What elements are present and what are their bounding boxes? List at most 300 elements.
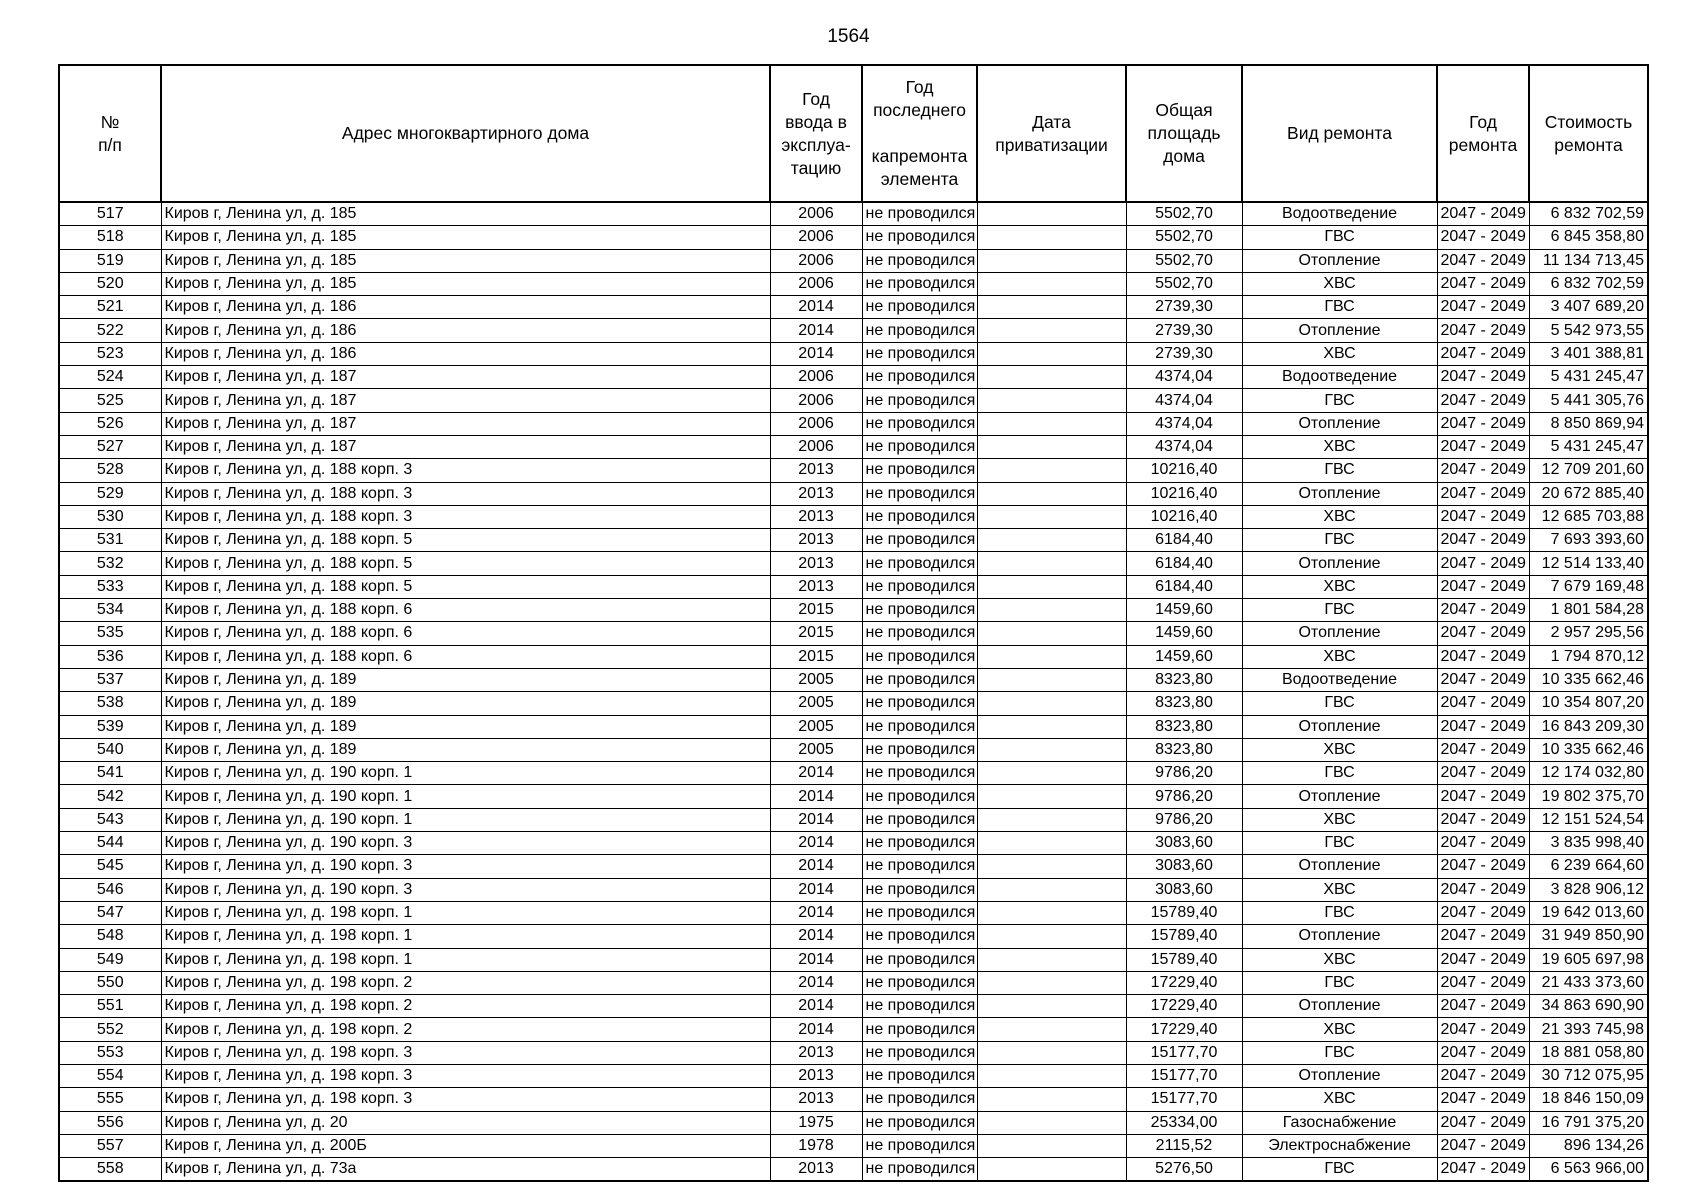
cell-repair-cost: 21 433 373,60 [1529,971,1648,994]
header-repair-type: Вид ремонта [1242,65,1437,202]
cell-privatization-date [977,482,1126,505]
cell-total-area: 15177,70 [1126,1088,1242,1111]
cell-repair-cost: 3 828 906,12 [1529,878,1648,901]
cell-address: Киров г, Ленина ул, д. 189 [161,715,770,738]
cell-privatization-date [977,226,1126,249]
cell-number: 542 [59,785,161,808]
repair-register-table [58,64,1649,1182]
cell-last-repair-year: не проводился [862,668,977,691]
cell-total-area: 8323,80 [1126,692,1242,715]
cell-number: 520 [59,272,161,295]
cell-commission-year: 2014 [770,342,862,365]
cell-privatization-date [977,738,1126,761]
table-row [59,412,1648,435]
cell-repair-year: 2047 - 2049 [1437,855,1529,878]
cell-privatization-date [977,366,1126,389]
cell-commission-year: 2014 [770,948,862,971]
cell-commission-year: 1978 [770,1134,862,1157]
cell-repair-year: 2047 - 2049 [1437,971,1529,994]
cell-number: 529 [59,482,161,505]
cell-repair-type: ХВС [1242,1088,1437,1111]
cell-last-repair-year: не проводился [862,226,977,249]
table-row [59,529,1648,552]
cell-repair-type: ГВС [1242,1041,1437,1064]
cell-last-repair-year: не проводился [862,645,977,668]
cell-last-repair-year: не проводился [862,342,977,365]
cell-commission-year: 2005 [770,692,862,715]
cell-address: Киров г, Ленина ул, д. 198 корп. 1 [161,948,770,971]
cell-repair-type: ХВС [1242,645,1437,668]
cell-repair-cost: 5 441 305,76 [1529,389,1648,412]
cell-total-area: 15789,40 [1126,925,1242,948]
cell-repair-cost: 5 431 245,47 [1529,435,1648,458]
cell-last-repair-year: не проводился [862,505,977,528]
cell-repair-cost: 16 791 375,20 [1529,1111,1648,1134]
cell-repair-year: 2047 - 2049 [1437,575,1529,598]
cell-repair-type: Газоснабжение [1242,1111,1437,1134]
cell-repair-type: Водоотведение [1242,668,1437,691]
cell-repair-cost: 19 642 013,60 [1529,901,1648,924]
cell-address: Киров г, Ленина ул, д. 186 [161,342,770,365]
cell-total-area: 2115,52 [1126,1134,1242,1157]
cell-last-repair-year: не проводился [862,832,977,855]
cell-repair-type: ХВС [1242,342,1437,365]
cell-commission-year: 2014 [770,971,862,994]
cell-repair-type: Отопление [1242,715,1437,738]
cell-repair-year: 2047 - 2049 [1437,1064,1529,1087]
cell-commission-year: 2013 [770,505,862,528]
cell-repair-type: ХВС [1242,808,1437,831]
cell-address: Киров г, Ленина ул, д. 198 корп. 3 [161,1088,770,1111]
cell-repair-cost: 20 672 885,40 [1529,482,1648,505]
cell-repair-cost: 10 335 662,46 [1529,738,1648,761]
cell-privatization-date [977,1018,1126,1041]
cell-commission-year: 2006 [770,226,862,249]
cell-number: 554 [59,1064,161,1087]
cell-repair-type: ХВС [1242,505,1437,528]
cell-address: Киров г, Ленина ул, д. 73а [161,1158,770,1182]
cell-repair-cost: 11 134 713,45 [1529,249,1648,272]
table-row [59,715,1648,738]
cell-repair-year: 2047 - 2049 [1437,901,1529,924]
cell-repair-year: 2047 - 2049 [1437,226,1529,249]
table-row [59,226,1648,249]
cell-number: 551 [59,995,161,1018]
cell-number: 538 [59,692,161,715]
table-row [59,645,1648,668]
cell-repair-year: 2047 - 2049 [1437,1088,1529,1111]
cell-repair-type: Отопление [1242,622,1437,645]
cell-commission-year: 2013 [770,552,862,575]
cell-number: 517 [59,202,161,226]
cell-number: 524 [59,366,161,389]
cell-number: 537 [59,668,161,691]
cell-last-repair-year: не проводился [862,1018,977,1041]
cell-commission-year: 2013 [770,1041,862,1064]
table-row [59,1018,1648,1041]
cell-commission-year: 2014 [770,319,862,342]
cell-total-area: 3083,60 [1126,832,1242,855]
cell-commission-year: 2006 [770,202,862,226]
cell-address: Киров г, Ленина ул, д. 198 корп. 2 [161,995,770,1018]
cell-commission-year: 2006 [770,272,862,295]
cell-commission-year: 2014 [770,832,862,855]
cell-repair-cost: 18 846 150,09 [1529,1088,1648,1111]
cell-last-repair-year: не проводился [862,366,977,389]
cell-total-area: 1459,60 [1126,645,1242,668]
cell-repair-year: 2047 - 2049 [1437,1018,1529,1041]
cell-number: 526 [59,412,161,435]
cell-repair-year: 2047 - 2049 [1437,319,1529,342]
cell-repair-cost: 8 850 869,94 [1529,412,1648,435]
cell-repair-cost: 6 832 702,59 [1529,272,1648,295]
cell-privatization-date [977,925,1126,948]
cell-repair-cost: 3 407 689,20 [1529,296,1648,319]
cell-last-repair-year: не проводился [862,1088,977,1111]
table-row [59,1158,1648,1182]
cell-privatization-date [977,319,1126,342]
cell-repair-cost: 10 335 662,46 [1529,668,1648,691]
cell-commission-year: 2006 [770,249,862,272]
cell-repair-type: Отопление [1242,925,1437,948]
table-row [59,738,1648,761]
cell-repair-cost: 1 794 870,12 [1529,645,1648,668]
cell-number: 528 [59,459,161,482]
cell-privatization-date [977,342,1126,365]
cell-number: 558 [59,1158,161,1182]
cell-commission-year: 2014 [770,878,862,901]
cell-repair-type: Отопление [1242,552,1437,575]
cell-repair-type: ГВС [1242,599,1437,622]
cell-repair-year: 2047 - 2049 [1437,925,1529,948]
cell-repair-year: 2047 - 2049 [1437,435,1529,458]
cell-number: 536 [59,645,161,668]
header-row [59,65,1648,202]
cell-repair-type: ХВС [1242,272,1437,295]
cell-last-repair-year: не проводился [862,971,977,994]
cell-last-repair-year: не проводился [862,715,977,738]
cell-privatization-date [977,855,1126,878]
cell-total-area: 5502,70 [1126,202,1242,226]
header-repair-cost: Стоимость ремонта [1529,65,1648,202]
table-row [59,832,1648,855]
cell-address: Киров г, Ленина ул, д. 188 корп. 3 [161,459,770,482]
table-row [59,342,1648,365]
cell-repair-year: 2047 - 2049 [1437,249,1529,272]
cell-address: Киров г, Ленина ул, д. 187 [161,389,770,412]
cell-repair-cost: 21 393 745,98 [1529,1018,1648,1041]
cell-privatization-date [977,948,1126,971]
cell-repair-year: 2047 - 2049 [1437,342,1529,365]
cell-privatization-date [977,459,1126,482]
cell-last-repair-year: не проводился [862,529,977,552]
cell-privatization-date [977,296,1126,319]
cell-last-repair-year: не проводился [862,389,977,412]
cell-privatization-date [977,668,1126,691]
header-last-repair-year: Год последнего капремонта элемента [862,65,977,202]
cell-repair-year: 2047 - 2049 [1437,552,1529,575]
cell-last-repair-year: не проводился [862,1134,977,1157]
cell-repair-type: Электроснабжение [1242,1134,1437,1157]
cell-privatization-date [977,1064,1126,1087]
cell-privatization-date [977,1088,1126,1111]
cell-repair-cost: 3 835 998,40 [1529,832,1648,855]
cell-privatization-date [977,202,1126,226]
cell-privatization-date [977,1134,1126,1157]
cell-total-area: 9786,20 [1126,762,1242,785]
cell-address: Киров г, Ленина ул, д. 188 корп. 3 [161,505,770,528]
cell-number: 521 [59,296,161,319]
cell-total-area: 17229,40 [1126,1018,1242,1041]
cell-repair-cost: 30 712 075,95 [1529,1064,1648,1087]
cell-repair-type: ГВС [1242,459,1437,482]
cell-last-repair-year: не проводился [862,575,977,598]
cell-address: Киров г, Ленина ул, д. 189 [161,738,770,761]
cell-last-repair-year: не проводился [862,319,977,342]
cell-commission-year: 1975 [770,1111,862,1134]
header-total-area: Общая площадь дома [1126,65,1242,202]
cell-repair-type: Отопление [1242,995,1437,1018]
cell-last-repair-year: не проводился [862,435,977,458]
cell-total-area: 6184,40 [1126,552,1242,575]
cell-privatization-date [977,832,1126,855]
cell-privatization-date [977,552,1126,575]
cell-repair-year: 2047 - 2049 [1437,692,1529,715]
cell-number: 545 [59,855,161,878]
cell-total-area: 10216,40 [1126,505,1242,528]
cell-total-area: 17229,40 [1126,971,1242,994]
cell-repair-cost: 5 431 245,47 [1529,366,1648,389]
cell-commission-year: 2013 [770,1088,862,1111]
cell-repair-cost: 6 832 702,59 [1529,202,1648,226]
cell-repair-type: ХВС [1242,435,1437,458]
cell-commission-year: 2013 [770,482,862,505]
cell-address: Киров г, Ленина ул, д. 185 [161,272,770,295]
cell-repair-type: ХВС [1242,738,1437,761]
cell-address: Киров г, Ленина ул, д. 185 [161,202,770,226]
cell-last-repair-year: не проводился [862,1064,977,1087]
cell-repair-year: 2047 - 2049 [1437,529,1529,552]
cell-repair-year: 2047 - 2049 [1437,668,1529,691]
cell-last-repair-year: не проводился [862,552,977,575]
cell-repair-year: 2047 - 2049 [1437,202,1529,226]
cell-last-repair-year: не проводился [862,459,977,482]
cell-commission-year: 2006 [770,389,862,412]
cell-address: Киров г, Ленина ул, д. 188 корп. 3 [161,482,770,505]
cell-last-repair-year: не проводился [862,1158,977,1182]
cell-repair-type: ХВС [1242,878,1437,901]
cell-repair-cost: 19 605 697,98 [1529,948,1648,971]
cell-privatization-date [977,249,1126,272]
cell-privatization-date [977,901,1126,924]
cell-repair-year: 2047 - 2049 [1437,762,1529,785]
cell-address: Киров г, Ленина ул, д. 190 корп. 3 [161,832,770,855]
cell-address: Киров г, Ленина ул, д. 185 [161,226,770,249]
table-row [59,435,1648,458]
header-number: № п/п [59,65,161,202]
cell-last-repair-year: не проводился [862,412,977,435]
table-row [59,1088,1648,1111]
cell-address: Киров г, Ленина ул, д. 190 корп. 1 [161,762,770,785]
cell-total-area: 15789,40 [1126,901,1242,924]
cell-commission-year: 2014 [770,995,862,1018]
cell-commission-year: 2014 [770,925,862,948]
cell-commission-year: 2006 [770,412,862,435]
table-row [59,878,1648,901]
cell-last-repair-year: не проводился [862,762,977,785]
cell-repair-type: ГВС [1242,832,1437,855]
table-row [59,1064,1648,1087]
cell-repair-type: Отопление [1242,412,1437,435]
cell-repair-cost: 10 354 807,20 [1529,692,1648,715]
cell-repair-cost: 12 709 201,60 [1529,459,1648,482]
cell-repair-year: 2047 - 2049 [1437,1134,1529,1157]
header-privatization-date: Дата приватизации [977,65,1126,202]
cell-repair-year: 2047 - 2049 [1437,1041,1529,1064]
cell-repair-year: 2047 - 2049 [1437,878,1529,901]
cell-repair-cost: 7 679 169,48 [1529,575,1648,598]
cell-repair-year: 2047 - 2049 [1437,948,1529,971]
cell-privatization-date [977,995,1126,1018]
cell-last-repair-year: не проводился [862,925,977,948]
table-row [59,622,1648,645]
cell-commission-year: 2005 [770,738,862,761]
table-row [59,249,1648,272]
cell-repair-year: 2047 - 2049 [1437,366,1529,389]
cell-repair-type: ХВС [1242,1018,1437,1041]
cell-address: Киров г, Ленина ул, д. 190 корп. 3 [161,878,770,901]
cell-address: Киров г, Ленина ул, д. 200Б [161,1134,770,1157]
table-row [59,552,1648,575]
cell-repair-type: Отопление [1242,1064,1437,1087]
cell-repair-year: 2047 - 2049 [1437,482,1529,505]
cell-address: Киров г, Ленина ул, д. 190 корп. 1 [161,808,770,831]
cell-total-area: 2739,30 [1126,319,1242,342]
cell-total-area: 8323,80 [1126,668,1242,691]
cell-privatization-date [977,762,1126,785]
cell-total-area: 9786,20 [1126,785,1242,808]
cell-repair-type: ГВС [1242,762,1437,785]
cell-last-repair-year: не проводился [862,808,977,831]
cell-privatization-date [977,808,1126,831]
cell-number: 541 [59,762,161,785]
cell-last-repair-year: не проводился [862,202,977,226]
cell-repair-year: 2047 - 2049 [1437,715,1529,738]
table-row [59,948,1648,971]
cell-number: 550 [59,971,161,994]
cell-repair-type: ГВС [1242,1158,1437,1182]
cell-address: Киров г, Ленина ул, д. 187 [161,435,770,458]
cell-last-repair-year: не проводился [862,785,977,808]
cell-commission-year: 2014 [770,296,862,319]
cell-total-area: 6184,40 [1126,575,1242,598]
cell-privatization-date [977,1158,1126,1182]
cell-privatization-date [977,878,1126,901]
table-row [59,1041,1648,1064]
cell-repair-type: Отопление [1242,249,1437,272]
table-row [59,482,1648,505]
cell-repair-type: ГВС [1242,692,1437,715]
cell-repair-cost: 7 693 393,60 [1529,529,1648,552]
cell-number: 523 [59,342,161,365]
cell-total-area: 15177,70 [1126,1064,1242,1087]
cell-number: 548 [59,925,161,948]
cell-number: 556 [59,1111,161,1134]
cell-commission-year: 2014 [770,855,862,878]
cell-number: 533 [59,575,161,598]
cell-commission-year: 2013 [770,575,862,598]
cell-number: 539 [59,715,161,738]
table-row [59,319,1648,342]
cell-privatization-date [977,692,1126,715]
cell-commission-year: 2005 [770,715,862,738]
table-row [59,808,1648,831]
cell-repair-cost: 12 514 133,40 [1529,552,1648,575]
cell-commission-year: 2013 [770,1064,862,1087]
cell-address: Киров г, Ленина ул, д. 187 [161,412,770,435]
table-row [59,366,1648,389]
cell-last-repair-year: не проводился [862,738,977,761]
cell-last-repair-year: не проводился [862,482,977,505]
header-commission-year: Год ввода в эксплуа- тацию [770,65,862,202]
cell-total-area: 6184,40 [1126,529,1242,552]
cell-address: Киров г, Ленина ул, д. 188 корп. 6 [161,599,770,622]
cell-repair-type: Отопление [1242,319,1437,342]
cell-repair-cost: 6 563 966,00 [1529,1158,1648,1182]
cell-repair-type: Отопление [1242,855,1437,878]
table-body [59,202,1648,1181]
cell-repair-cost: 19 802 375,70 [1529,785,1648,808]
cell-address: Киров г, Ленина ул, д. 186 [161,319,770,342]
cell-address: Киров г, Ленина ул, д. 198 корп. 1 [161,901,770,924]
cell-privatization-date [977,529,1126,552]
cell-privatization-date [977,599,1126,622]
cell-address: Киров г, Ленина ул, д. 190 корп. 1 [161,785,770,808]
table-row [59,855,1648,878]
cell-address: Киров г, Ленина ул, д. 20 [161,1111,770,1134]
cell-repair-year: 2047 - 2049 [1437,296,1529,319]
cell-last-repair-year: не проводился [862,249,977,272]
cell-commission-year: 2014 [770,785,862,808]
table-row [59,785,1648,808]
cell-privatization-date [977,785,1126,808]
cell-address: Киров г, Ленина ул, д. 188 корп. 6 [161,645,770,668]
table-row [59,925,1648,948]
cell-commission-year: 2015 [770,622,862,645]
table-row [59,575,1648,598]
cell-commission-year: 2014 [770,808,862,831]
cell-last-repair-year: не проводился [862,901,977,924]
cell-total-area: 15177,70 [1126,1041,1242,1064]
cell-repair-type: ГВС [1242,389,1437,412]
cell-total-area: 4374,04 [1126,412,1242,435]
cell-number: 544 [59,832,161,855]
cell-commission-year: 2014 [770,901,862,924]
cell-address: Киров г, Ленина ул, д. 189 [161,692,770,715]
cell-number: 543 [59,808,161,831]
cell-repair-type: Водоотведение [1242,366,1437,389]
cell-repair-year: 2047 - 2049 [1437,832,1529,855]
cell-repair-cost: 1 801 584,28 [1529,599,1648,622]
cell-number: 519 [59,249,161,272]
cell-number: 557 [59,1134,161,1157]
cell-number: 522 [59,319,161,342]
cell-privatization-date [977,1041,1126,1064]
cell-total-area: 4374,04 [1126,389,1242,412]
cell-total-area: 1459,60 [1126,622,1242,645]
page-number: 1564 [827,26,870,47]
cell-total-area: 2739,30 [1126,296,1242,319]
